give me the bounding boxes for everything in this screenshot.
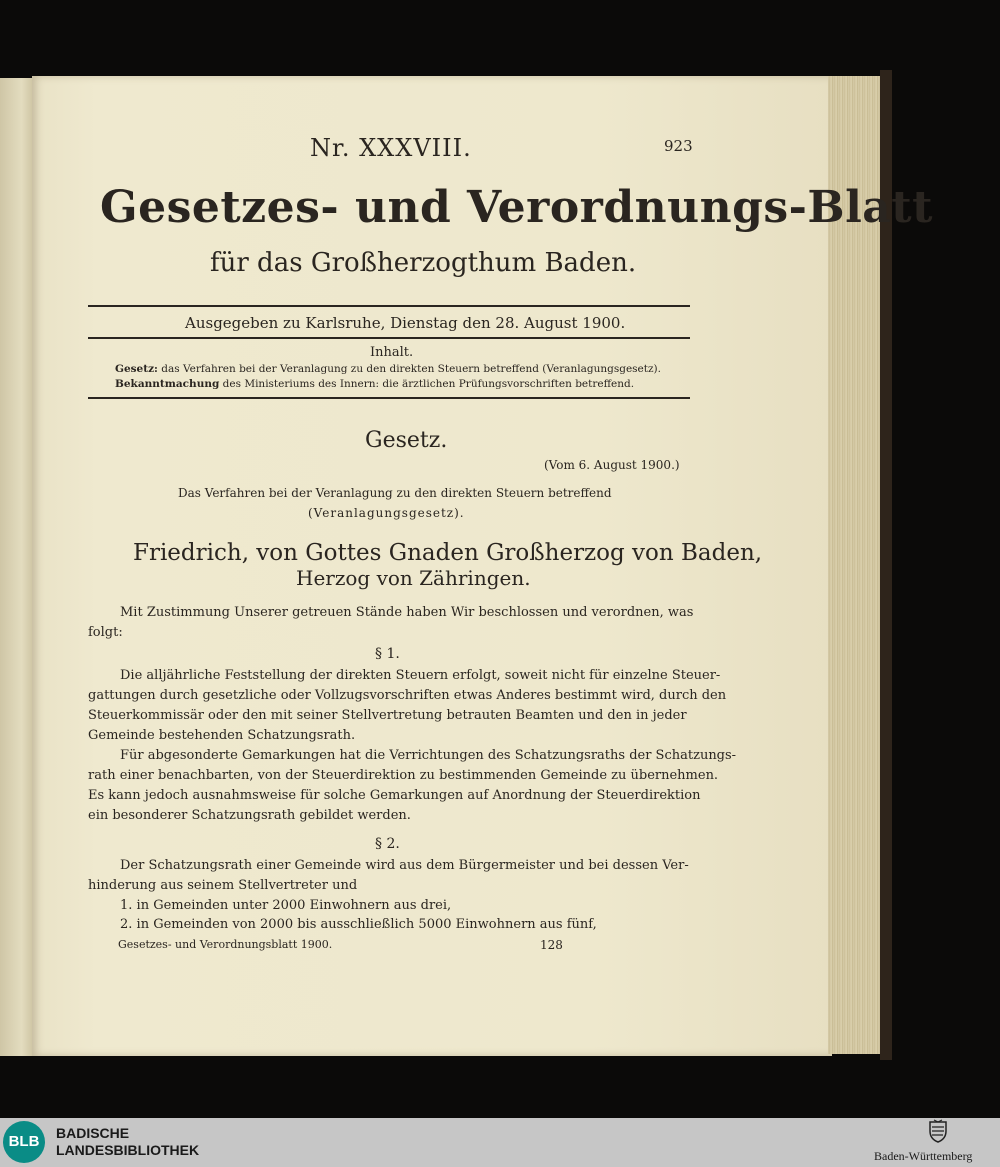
paragraph-line: gattungen durch gesetzliche oder Vollzugsvorschriften etwas Anderes bestimmt wird, durch den xyxy=(88,688,727,703)
divider-rule xyxy=(88,397,690,399)
divider-rule xyxy=(88,337,690,339)
law-heading: Gesetz. xyxy=(365,428,448,453)
preamble-line: Mit Zustimmung Unserer getreuen Stände haben Wir beschlossen und verordnen, was xyxy=(120,605,694,620)
paragraph-line: Steuerkommissär oder den mit seiner Stellvertretung betrauten Beamten und den in jeder xyxy=(88,708,687,723)
footer-sheet-number: 128 xyxy=(540,938,563,952)
contents-entry-lead: Bekanntmachung xyxy=(115,378,220,390)
paragraph-line: ein besonderer Schatzungsrath gebildet werden. xyxy=(88,808,411,823)
page-number: 923 xyxy=(664,137,693,155)
masthead-subtitle: für das Großherzogthum Baden. xyxy=(210,248,637,278)
sovereign-subtitle: Herzog von Zähringen. xyxy=(296,566,531,590)
library-name-line: BADISCHE xyxy=(56,1125,130,1141)
contents-entry-text: des Ministeriums des Innern: die ärztlichen Prüfungsvorschriften betreffend. xyxy=(222,378,635,390)
paragraph-line: hinderung aus seinem Stellvertreter und xyxy=(88,878,358,893)
paragraph-line: Es kann jedoch ausnahmsweise für solche Gemarkungen auf Anordnung der Steuerdirektion xyxy=(88,788,701,803)
paragraph-line: Für abgesonderte Gemarkungen hat die Verrichtungen des Schatzungsraths der Schatzungs- xyxy=(120,748,737,763)
masthead-title: Gesetzes- und Verordnungs-Blatt xyxy=(100,182,933,233)
contents-entry-text: das Verfahren bei der Veranlagung zu den direkten Steuern betreffend (Veranlagungsgesetz). xyxy=(161,363,661,375)
paragraph-line: rath einer benachbarten, von der Steuerdirektion zu bestimmenden Gemeinde zu übernehmen. xyxy=(88,768,719,783)
issue-line: Ausgegeben zu Karlsruhe, Dienstag den 28. August 1900. xyxy=(185,314,626,332)
issue-number: Nr. XXXVIII. xyxy=(310,134,472,162)
law-title: Das Verfahren bei der Veranlagung zu den direkten Steuern betreffend xyxy=(178,486,612,500)
left-page-edge xyxy=(0,78,36,1056)
footer-signature: Gesetzes- und Verordnungsblatt 1900. xyxy=(118,938,333,951)
section-sign: § 2. xyxy=(375,836,400,852)
state-name: Baden-Württemberg xyxy=(874,1149,973,1163)
law-date: (Vom 6. August 1900.) xyxy=(544,458,680,472)
divider-rule xyxy=(88,305,690,307)
sovereign-title: Friedrich, von Gottes Gnaden Großherzog von Baden, xyxy=(133,540,763,566)
library-name[interactable] xyxy=(56,1125,199,1159)
paragraph-line: Der Schatzungsrath einer Gemeinde wird aus dem Bürgermeister und bei dessen Ver- xyxy=(120,858,689,873)
preamble-line: folgt: xyxy=(88,625,123,640)
coat-of-arms-icon xyxy=(928,1119,948,1143)
contents-entry-lead: Gesetz: xyxy=(115,363,158,375)
paragraph-line: Gemeinde bestehenden Schatzungsrath. xyxy=(88,728,356,743)
contents-entry xyxy=(115,378,634,390)
blb-logo[interactable]: BLB xyxy=(3,1121,45,1163)
paragraph-line: Die alljährliche Feststellung der direkten Steuern erfolgt, soweit nicht für einzelne Steuer- xyxy=(120,668,721,683)
law-short-title: (Veranlagungsgesetz). xyxy=(308,506,465,520)
list-item: 2. in Gemeinden von 2000 bis ausschließlich 5000 Einwohnern aus fünf, xyxy=(120,917,597,932)
library-name-line: LANDESBIBLIOTHEK xyxy=(56,1142,200,1158)
section-sign: § 1. xyxy=(375,646,400,662)
list-item: 1. in Gemeinden unter 2000 Einwohnern aus drei, xyxy=(120,898,452,913)
contents-heading: Inhalt. xyxy=(370,345,414,360)
contents-entry xyxy=(115,363,661,375)
